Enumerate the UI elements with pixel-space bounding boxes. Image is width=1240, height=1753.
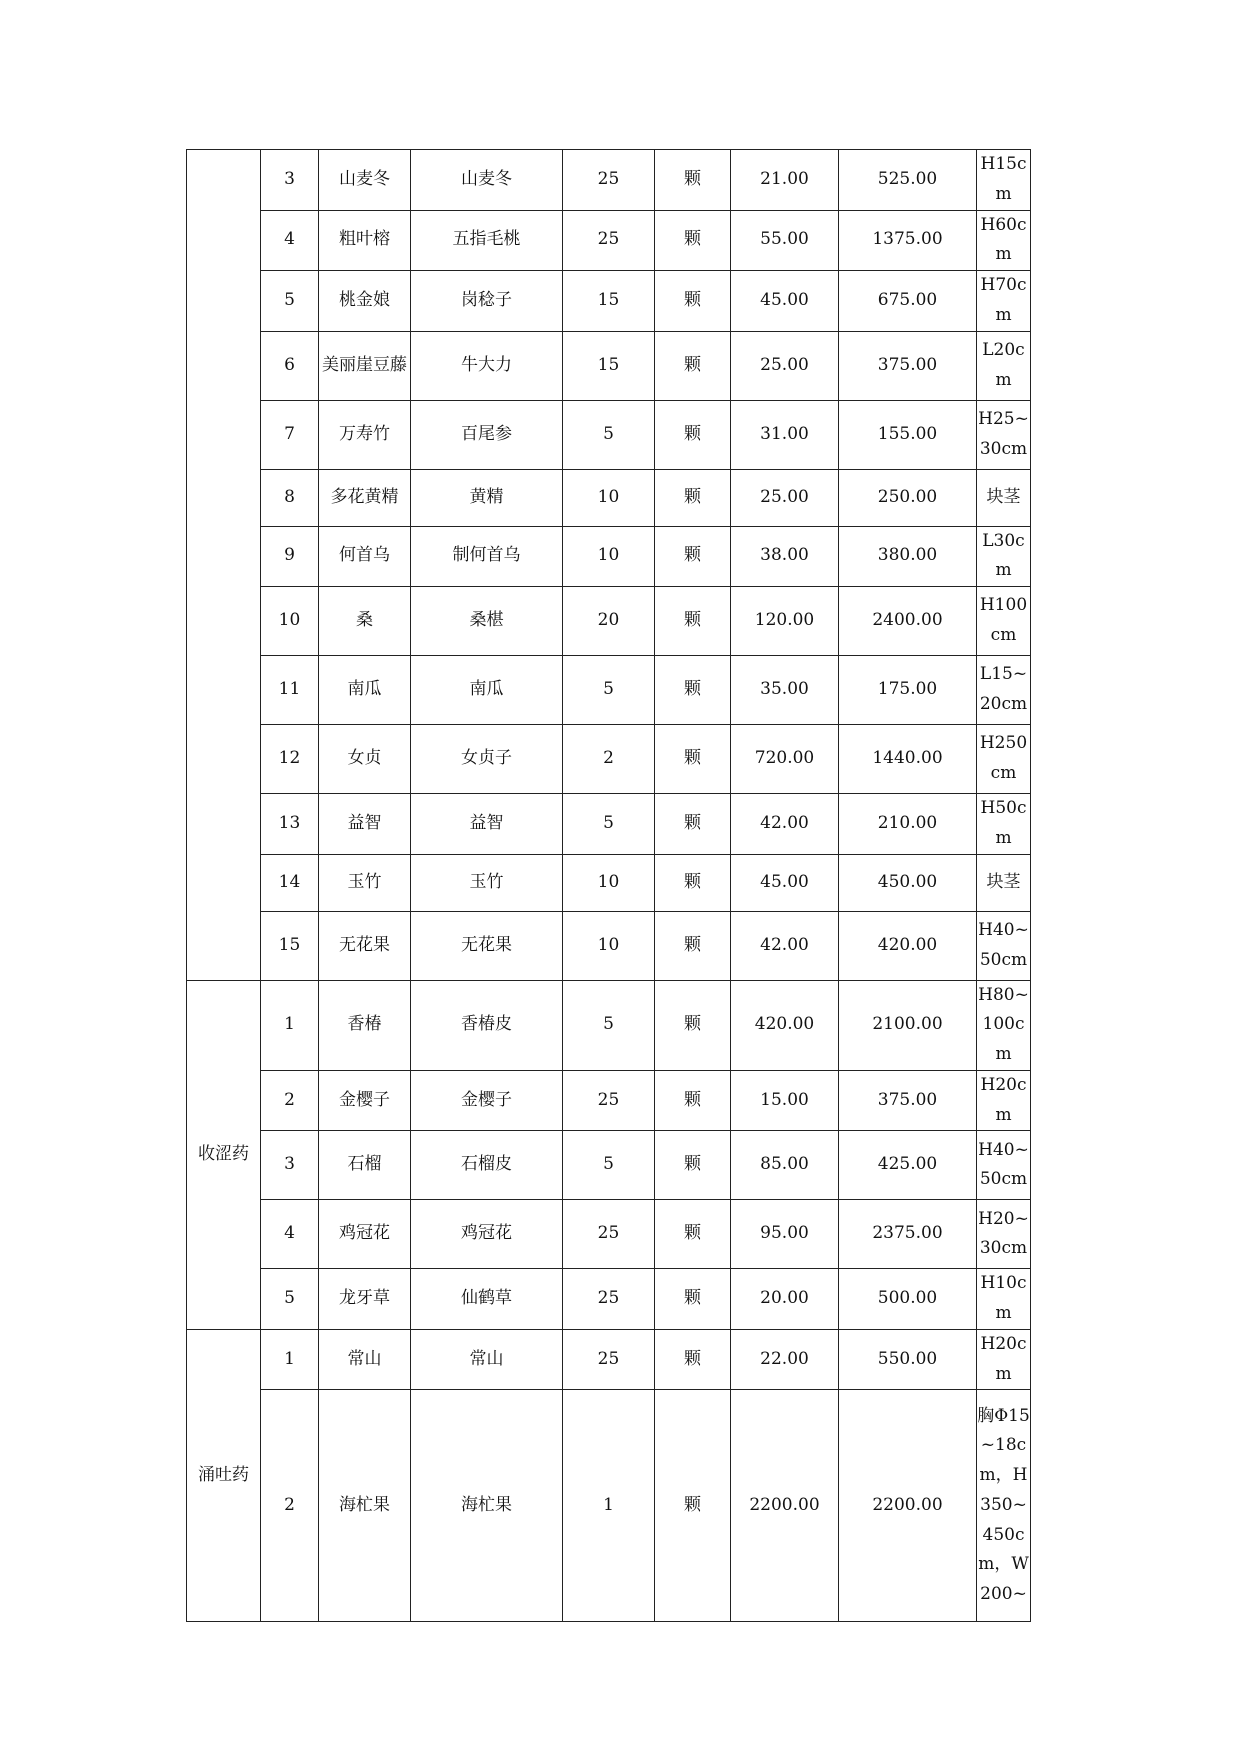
medicine-name: 无花果 <box>411 911 563 980</box>
plant-name: 龙牙草 <box>319 1269 411 1330</box>
quantity: 2 <box>563 725 655 794</box>
medicine-name: 黄精 <box>411 469 563 526</box>
total-price: 1440.00 <box>839 725 977 794</box>
medicine-name: 鸡冠花 <box>411 1200 563 1269</box>
unit-price: 42.00 <box>731 911 839 980</box>
medicine-name: 山麦冬 <box>411 150 563 211</box>
total-price: 250.00 <box>839 469 977 526</box>
unit-price: 25.00 <box>731 331 839 400</box>
medicine-name: 金樱子 <box>411 1070 563 1131</box>
plant-name: 南瓜 <box>319 656 411 725</box>
plant-name: 女贞 <box>319 725 411 794</box>
specification: H250cm <box>977 725 1031 794</box>
medicine-name: 玉竹 <box>411 854 563 911</box>
specification: 胸Φ15~18cm，H350~450cm，W200~ <box>977 1390 1031 1622</box>
quantity: 25 <box>563 1200 655 1269</box>
table-row <box>187 1200 1031 1269</box>
unit-price: 25.00 <box>731 469 839 526</box>
plant-name: 多花黄精 <box>319 469 411 526</box>
quantity: 20 <box>563 587 655 656</box>
medicine-name: 海杧果 <box>411 1390 563 1622</box>
total-price: 2400.00 <box>839 587 977 656</box>
table-row <box>187 271 1031 332</box>
unit-price: 120.00 <box>731 587 839 656</box>
row-number: 9 <box>261 526 319 587</box>
table-row <box>187 656 1031 725</box>
medicine-name: 益智 <box>411 794 563 855</box>
quantity: 10 <box>563 854 655 911</box>
table-row <box>187 587 1031 656</box>
unit-price: 85.00 <box>731 1131 839 1200</box>
unit-price: 95.00 <box>731 1200 839 1269</box>
table-row <box>187 1390 1031 1622</box>
total-price: 375.00 <box>839 331 977 400</box>
medicine-name: 制何首乌 <box>411 526 563 587</box>
quantity: 10 <box>563 469 655 526</box>
plant-price-table <box>186 149 1031 1622</box>
row-number: 12 <box>261 725 319 794</box>
quantity: 10 <box>563 911 655 980</box>
quantity: 5 <box>563 1131 655 1200</box>
row-number: 5 <box>261 1269 319 1330</box>
medicine-name: 女贞子 <box>411 725 563 794</box>
unit-price: 720.00 <box>731 725 839 794</box>
total-price: 2100.00 <box>839 980 977 1070</box>
total-price: 550.00 <box>839 1329 977 1390</box>
row-number: 14 <box>261 854 319 911</box>
plant-name: 海杧果 <box>319 1390 411 1622</box>
plant-name: 益智 <box>319 794 411 855</box>
unit: 颗 <box>655 1131 731 1200</box>
row-number: 15 <box>261 911 319 980</box>
unit: 颗 <box>655 526 731 587</box>
quantity: 25 <box>563 210 655 271</box>
specification: L30cm <box>977 526 1031 587</box>
total-price: 380.00 <box>839 526 977 587</box>
plant-name: 粗叶榕 <box>319 210 411 271</box>
quantity: 25 <box>563 150 655 211</box>
unit: 颗 <box>655 794 731 855</box>
unit: 颗 <box>655 400 731 469</box>
specification: H10cm <box>977 1269 1031 1330</box>
row-number: 3 <box>261 1131 319 1200</box>
unit-price: 38.00 <box>731 526 839 587</box>
row-number: 1 <box>261 1329 319 1390</box>
specification: H20cm <box>977 1329 1031 1390</box>
medicine-name: 常山 <box>411 1329 563 1390</box>
unit-price: 45.00 <box>731 854 839 911</box>
plant-name: 桑 <box>319 587 411 656</box>
specification: L20cm <box>977 331 1031 400</box>
row-number: 2 <box>261 1390 319 1622</box>
medicine-name: 桑椹 <box>411 587 563 656</box>
medicine-name: 牛大力 <box>411 331 563 400</box>
medicine-name: 百尾参 <box>411 400 563 469</box>
plant-name: 万寿竹 <box>319 400 411 469</box>
total-price: 1375.00 <box>839 210 977 271</box>
specification: H15cm <box>977 150 1031 211</box>
unit-price: 420.00 <box>731 980 839 1070</box>
unit: 颗 <box>655 1269 731 1330</box>
plant-name: 桃金娘 <box>319 271 411 332</box>
table-row <box>187 400 1031 469</box>
table-row <box>187 150 1031 211</box>
row-number: 3 <box>261 150 319 211</box>
plant-name: 鸡冠花 <box>319 1200 411 1269</box>
unit: 颗 <box>655 980 731 1070</box>
medicine-name: 仙鹤草 <box>411 1269 563 1330</box>
table-row <box>187 469 1031 526</box>
row-number: 10 <box>261 587 319 656</box>
plant-name: 石榴 <box>319 1131 411 1200</box>
row-number: 13 <box>261 794 319 855</box>
total-price: 175.00 <box>839 656 977 725</box>
total-price: 2375.00 <box>839 1200 977 1269</box>
unit: 颗 <box>655 911 731 980</box>
unit-price: 2200.00 <box>731 1390 839 1622</box>
specification: H50cm <box>977 794 1031 855</box>
quantity: 5 <box>563 794 655 855</box>
unit: 颗 <box>655 150 731 211</box>
quantity: 25 <box>563 1329 655 1390</box>
row-number: 4 <box>261 1200 319 1269</box>
plant-name: 香椿 <box>319 980 411 1070</box>
table-row <box>187 1070 1031 1131</box>
specification: H60cm <box>977 210 1031 271</box>
unit-price: 22.00 <box>731 1329 839 1390</box>
unit: 颗 <box>655 656 731 725</box>
table-body <box>187 150 1031 1622</box>
unit: 颗 <box>655 1070 731 1131</box>
quantity: 15 <box>563 331 655 400</box>
unit-price: 21.00 <box>731 150 839 211</box>
unit: 颗 <box>655 1200 731 1269</box>
specification: H20cm <box>977 1070 1031 1131</box>
specification: H40~50cm <box>977 1131 1031 1200</box>
medicine-name: 五指毛桃 <box>411 210 563 271</box>
table-row <box>187 331 1031 400</box>
specification: 块茎 <box>977 469 1031 526</box>
row-number: 4 <box>261 210 319 271</box>
row-number: 8 <box>261 469 319 526</box>
medicine-name: 香椿皮 <box>411 980 563 1070</box>
unit-price: 45.00 <box>731 271 839 332</box>
category-cell: 涌吐药 <box>187 1329 261 1622</box>
quantity: 5 <box>563 400 655 469</box>
unit: 颗 <box>655 1390 731 1622</box>
specification: H20~30cm <box>977 1200 1031 1269</box>
plant-name: 常山 <box>319 1329 411 1390</box>
total-price: 155.00 <box>839 400 977 469</box>
specification: L15~20cm <box>977 656 1031 725</box>
row-number: 2 <box>261 1070 319 1131</box>
medicine-name: 岗稔子 <box>411 271 563 332</box>
specification: H40~50cm <box>977 911 1031 980</box>
specification: H70cm <box>977 271 1031 332</box>
total-price: 425.00 <box>839 1131 977 1200</box>
medicine-name: 南瓜 <box>411 656 563 725</box>
unit-price: 20.00 <box>731 1269 839 1330</box>
table-row <box>187 526 1031 587</box>
total-price: 2200.00 <box>839 1390 977 1622</box>
category-cell: 收涩药 <box>187 980 261 1329</box>
table-row <box>187 980 1031 1070</box>
quantity: 5 <box>563 980 655 1070</box>
unit: 颗 <box>655 854 731 911</box>
plant-name: 山麦冬 <box>319 150 411 211</box>
quantity: 5 <box>563 656 655 725</box>
total-price: 500.00 <box>839 1269 977 1330</box>
total-price: 450.00 <box>839 854 977 911</box>
table-row <box>187 794 1031 855</box>
unit: 颗 <box>655 587 731 656</box>
row-number: 5 <box>261 271 319 332</box>
row-number: 11 <box>261 656 319 725</box>
plant-name: 无花果 <box>319 911 411 980</box>
medicine-name: 石榴皮 <box>411 1131 563 1200</box>
unit-price: 55.00 <box>731 210 839 271</box>
quantity: 1 <box>563 1390 655 1622</box>
unit: 颗 <box>655 331 731 400</box>
unit-price: 31.00 <box>731 400 839 469</box>
unit: 颗 <box>655 469 731 526</box>
row-number: 7 <box>261 400 319 469</box>
table-row <box>187 854 1031 911</box>
unit: 颗 <box>655 1329 731 1390</box>
row-number: 1 <box>261 980 319 1070</box>
specification: H25~30cm <box>977 400 1031 469</box>
specification: H100cm <box>977 587 1031 656</box>
table-row <box>187 210 1031 271</box>
table-row <box>187 1131 1031 1200</box>
total-price: 675.00 <box>839 271 977 332</box>
plant-name: 何首乌 <box>319 526 411 587</box>
quantity: 15 <box>563 271 655 332</box>
total-price: 420.00 <box>839 911 977 980</box>
specification: 块茎 <box>977 854 1031 911</box>
total-price: 525.00 <box>839 150 977 211</box>
specification: H80~100cm <box>977 980 1031 1070</box>
row-number: 6 <box>261 331 319 400</box>
unit: 颗 <box>655 210 731 271</box>
category-cell <box>187 150 261 981</box>
quantity: 25 <box>563 1070 655 1131</box>
table-row <box>187 725 1031 794</box>
quantity: 10 <box>563 526 655 587</box>
table-row <box>187 1269 1031 1330</box>
unit-price: 42.00 <box>731 794 839 855</box>
plant-name: 金樱子 <box>319 1070 411 1131</box>
table-row <box>187 911 1031 980</box>
total-price: 210.00 <box>839 794 977 855</box>
table-row <box>187 1329 1031 1390</box>
unit: 颗 <box>655 725 731 794</box>
unit-price: 35.00 <box>731 656 839 725</box>
plant-name: 美丽崖豆藤 <box>319 331 411 400</box>
total-price: 375.00 <box>839 1070 977 1131</box>
unit-price: 15.00 <box>731 1070 839 1131</box>
unit: 颗 <box>655 271 731 332</box>
quantity: 25 <box>563 1269 655 1330</box>
plant-name: 玉竹 <box>319 854 411 911</box>
